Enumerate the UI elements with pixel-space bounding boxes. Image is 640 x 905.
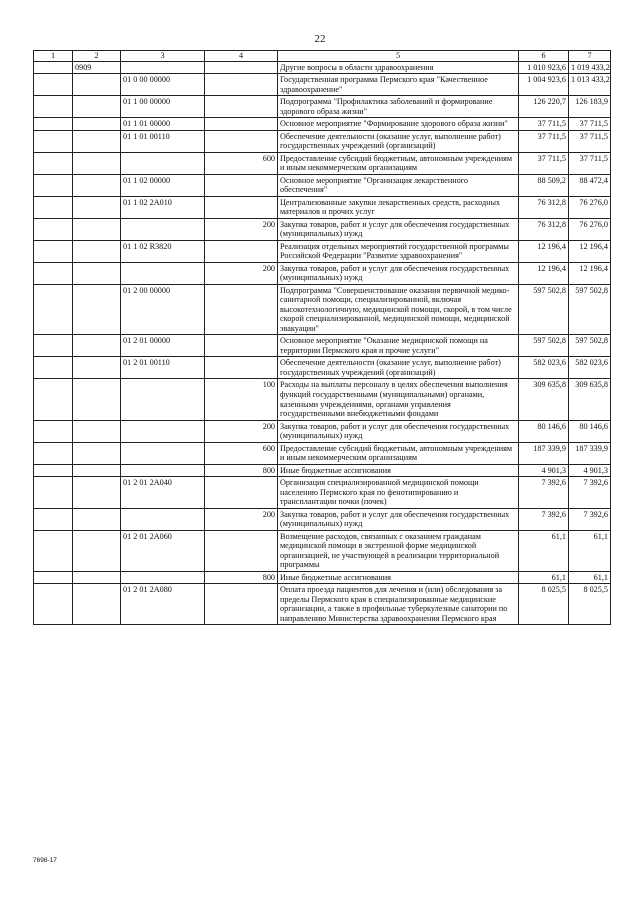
target-article-cell (121, 262, 205, 284)
amount-cell-7: 37 711,5 (569, 118, 611, 131)
section-cell (73, 477, 121, 509)
blank-cell (34, 357, 73, 379)
blank-cell (34, 61, 73, 74)
table-row (34, 508, 611, 530)
amount-cell-6: 12 196,4 (519, 262, 569, 284)
amount-cell-6: 7 392,6 (519, 477, 569, 509)
target-article-cell (121, 442, 205, 464)
item-name-cell: Иные бюджетные ассигнования (278, 571, 519, 584)
amount-cell-6: 12 196,4 (519, 240, 569, 262)
table-row (34, 464, 611, 477)
amount-cell-7: 597 502,8 (569, 284, 611, 335)
item-name-cell: Расходы на выплаты персоналу в целях обеспечения выполнения функций государственными (муниципальными) органами, казенными учреждениями, органами управления государственными внебюджетными фондами (278, 379, 519, 420)
section-cell (73, 152, 121, 174)
item-name-cell: Основное мероприятие "Оказание медицинской помощи на территории Пермского края и прочие услуги" (278, 335, 519, 357)
amount-cell-7: 7 392,6 (569, 477, 611, 509)
expense-type-cell (205, 96, 278, 118)
expense-type-cell: 100 (205, 379, 278, 420)
blank-cell (34, 284, 73, 335)
item-name-cell: Обеспечение деятельности (оказание услуг, выполнение работ) государственных учреждений (организаций) (278, 357, 519, 379)
section-cell (73, 262, 121, 284)
target-article-cell: 01 2 01 00000 (121, 335, 205, 357)
target-article-cell: 01 1 02 00000 (121, 174, 205, 196)
item-name-cell: Иные бюджетные ассигнования (278, 464, 519, 477)
target-article-cell (121, 379, 205, 420)
target-article-cell (121, 571, 205, 584)
blank-cell (34, 218, 73, 240)
expense-type-cell (205, 240, 278, 262)
amount-cell-7: 80 146,6 (569, 420, 611, 442)
section-cell (73, 442, 121, 464)
section-cell (73, 584, 121, 625)
amount-cell-6: 4 901,3 (519, 464, 569, 477)
amount-cell-7: 8 025,5 (569, 584, 611, 625)
column-header: 5 (278, 51, 519, 62)
table-row (34, 335, 611, 357)
section-cell (73, 284, 121, 335)
expense-type-cell: 800 (205, 464, 278, 477)
section-cell (73, 174, 121, 196)
section-cell (73, 74, 121, 96)
column-header: 4 (205, 51, 278, 62)
expense-type-cell (205, 61, 278, 74)
item-name-cell: Другие вопросы в области здравоохранения (278, 61, 519, 74)
expense-type-cell (205, 284, 278, 335)
target-article-cell (121, 420, 205, 442)
item-name-cell: Основное мероприятие "Организация лекарственного обеспечения" (278, 174, 519, 196)
item-name-cell: Закупка товаров, работ и услуг для обеспечения государственных (муниципальных) нужд (278, 262, 519, 284)
amount-cell-7: 7 392,6 (569, 508, 611, 530)
target-article-cell: 01 1 01 00000 (121, 118, 205, 131)
section-cell (73, 357, 121, 379)
blank-cell (34, 130, 73, 152)
blank-cell (34, 571, 73, 584)
table-row (34, 420, 611, 442)
target-article-cell (121, 218, 205, 240)
amount-cell-7: 582 023,6 (569, 357, 611, 379)
target-article-cell: 01 2 01 2А040 (121, 477, 205, 509)
expense-type-cell: 600 (205, 152, 278, 174)
expense-type-cell (205, 357, 278, 379)
expense-type-cell (205, 196, 278, 218)
table-row (34, 584, 611, 625)
blank-cell (34, 508, 73, 530)
table-row (34, 530, 611, 571)
expense-type-cell (205, 174, 278, 196)
amount-cell-7: 61,1 (569, 530, 611, 571)
amount-cell-6: 80 146,6 (519, 420, 569, 442)
section-cell (73, 420, 121, 442)
amount-cell-7: 88 472,4 (569, 174, 611, 196)
target-article-cell: 01 0 00 00000 (121, 74, 205, 96)
blank-cell (34, 530, 73, 571)
table-row (34, 571, 611, 584)
column-header: 6 (519, 51, 569, 62)
amount-cell-6: 582 023,6 (519, 357, 569, 379)
amount-cell-6: 597 502,8 (519, 335, 569, 357)
target-article-cell: 01 2 01 2А080 (121, 584, 205, 625)
target-article-cell: 01 1 02 2А010 (121, 196, 205, 218)
column-header: 1 (34, 51, 73, 62)
blank-cell (34, 335, 73, 357)
amount-cell-7: 12 196,4 (569, 262, 611, 284)
table-row (34, 118, 611, 131)
amount-cell-7: 12 196,4 (569, 240, 611, 262)
target-article-cell: 01 2 01 00110 (121, 357, 205, 379)
blank-cell (34, 118, 73, 131)
expense-type-cell (205, 584, 278, 625)
amount-cell-6: 88 509,2 (519, 174, 569, 196)
amount-cell-6: 61,1 (519, 571, 569, 584)
expense-type-cell: 200 (205, 262, 278, 284)
blank-cell (34, 442, 73, 464)
table-row (34, 262, 611, 284)
blank-cell (34, 96, 73, 118)
amount-cell-7: 76 276,0 (569, 196, 611, 218)
section-cell (73, 379, 121, 420)
target-article-cell: 01 1 02 R3820 (121, 240, 205, 262)
amount-cell-6: 76 312,8 (519, 196, 569, 218)
expense-type-cell: 200 (205, 420, 278, 442)
table-row (34, 130, 611, 152)
table-row (34, 61, 611, 74)
item-name-cell: Предоставление субсидий бюджетным, автономным учреждениям и иным некоммерческим организациям (278, 442, 519, 464)
amount-cell-6: 76 312,8 (519, 218, 569, 240)
item-name-cell: Централизованные закупки лекарственных средств, расходных материалов и прочих услуг (278, 196, 519, 218)
expense-type-cell (205, 74, 278, 96)
item-name-cell: Возмещение расходов, связанных с оказанием гражданам медицинской помощи в экстренной форме медицинской организацией, не участвующей в реализации территориальной программы (278, 530, 519, 571)
amount-cell-7: 1 019 433,2 (569, 61, 611, 74)
blank-cell (34, 152, 73, 174)
item-name-cell: Организация специализированной медицинской помощи населению Пермского края по фенотипированию и трансплантации почки (почек) (278, 477, 519, 509)
blank-cell (34, 420, 73, 442)
expense-type-cell (205, 130, 278, 152)
section-cell (73, 130, 121, 152)
expense-type-cell: 600 (205, 442, 278, 464)
section-cell (73, 571, 121, 584)
target-article-cell: 01 1 00 00000 (121, 96, 205, 118)
amount-cell-6: 7 392,6 (519, 508, 569, 530)
expense-type-cell (205, 477, 278, 509)
section-cell (73, 335, 121, 357)
amount-cell-7: 37 711,5 (569, 152, 611, 174)
amount-cell-7: 309 635,8 (569, 379, 611, 420)
amount-cell-6: 37 711,5 (519, 118, 569, 131)
amount-cell-7: 1 013 433,2 (569, 74, 611, 96)
amount-cell-7: 4 901,3 (569, 464, 611, 477)
footer-code: 7698-17 (33, 857, 57, 864)
table-row (34, 477, 611, 509)
expense-type-cell (205, 118, 278, 131)
item-name-cell: Реализация отдельных мероприятий государственной программы Российской Федерации "Развитие здравоохранения" (278, 240, 519, 262)
amount-cell-6: 126 220,7 (519, 96, 569, 118)
item-name-cell: Государственная программа Пермского края "Качественное здравоохранение" (278, 74, 519, 96)
amount-cell-7: 61,1 (569, 571, 611, 584)
amount-cell-6: 309 635,8 (519, 379, 569, 420)
table-row (34, 357, 611, 379)
target-article-cell (121, 152, 205, 174)
table-row (34, 96, 611, 118)
expense-type-cell: 800 (205, 571, 278, 584)
section-cell (73, 240, 121, 262)
expense-type-cell (205, 530, 278, 571)
amount-cell-6: 37 711,5 (519, 152, 569, 174)
blank-cell (34, 477, 73, 509)
amount-cell-6: 1 010 923,6 (519, 61, 569, 74)
table-row (34, 218, 611, 240)
target-article-cell: 01 2 01 2А060 (121, 530, 205, 571)
amount-cell-6: 187 339,9 (519, 442, 569, 464)
expense-type-cell: 200 (205, 218, 278, 240)
blank-cell (34, 74, 73, 96)
amount-cell-7: 37 711,5 (569, 130, 611, 152)
amount-cell-6: 1 004 923,6 (519, 74, 569, 96)
table-row (34, 74, 611, 96)
blank-cell (34, 464, 73, 477)
item-name-cell: Обеспечение деятельности (оказание услуг, выполнение работ) государственных учреждений (организаций) (278, 130, 519, 152)
blank-cell (34, 240, 73, 262)
blank-cell (34, 196, 73, 218)
column-header: 3 (121, 51, 205, 62)
column-number-row (34, 51, 611, 62)
item-name-cell: Предоставление субсидий бюджетным, автономным учреждениям и иным некоммерческим организациям (278, 152, 519, 174)
amount-cell-7: 597 502,8 (569, 335, 611, 357)
table-row (34, 284, 611, 335)
item-name-cell: Подпрограмма "Профилактика заболеваний и формирование здорового образа жизни" (278, 96, 519, 118)
column-header: 7 (569, 51, 611, 62)
amount-cell-6: 597 502,8 (519, 284, 569, 335)
table-row (34, 196, 611, 218)
blank-cell (34, 584, 73, 625)
amount-cell-6: 61,1 (519, 530, 569, 571)
section-cell (73, 508, 121, 530)
item-name-cell: Подпрограмма "Совершенствование оказания первичной медико-санитарной помощи, специализированной, включая высокотехнологичную, медицинской помощи, скорой, в том числе скорой специализированной, медицинской помощи, медицинской эвакуации" (278, 284, 519, 335)
section-cell (73, 118, 121, 131)
item-name-cell: Закупка товаров, работ и услуг для обеспечения государственных (муниципальных) нужд (278, 508, 519, 530)
amount-cell-7: 187 339,9 (569, 442, 611, 464)
item-name-cell: Закупка товаров, работ и услуг для обеспечения государственных (муниципальных) нужд (278, 420, 519, 442)
section-cell (73, 530, 121, 571)
section-cell (73, 96, 121, 118)
target-article-cell (121, 61, 205, 74)
amount-cell-7: 126 183,9 (569, 96, 611, 118)
blank-cell (34, 379, 73, 420)
target-article-cell (121, 508, 205, 530)
item-name-cell: Закупка товаров, работ и услуг для обеспечения государственных (муниципальных) нужд (278, 218, 519, 240)
section-cell: 0909 (73, 61, 121, 74)
blank-cell (34, 262, 73, 284)
target-article-cell (121, 464, 205, 477)
amount-cell-7: 76 276,0 (569, 218, 611, 240)
page-number: 22 (314, 33, 326, 45)
amount-cell-6: 8 025,5 (519, 584, 569, 625)
target-article-cell: 01 1 01 00110 (121, 130, 205, 152)
table-row (34, 174, 611, 196)
expense-type-cell: 200 (205, 508, 278, 530)
target-article-cell: 01 2 00 00000 (121, 284, 205, 335)
amount-cell-6: 37 711,5 (519, 130, 569, 152)
table-row (34, 379, 611, 420)
blank-cell (34, 174, 73, 196)
table-row (34, 152, 611, 174)
section-cell (73, 196, 121, 218)
budget-table (33, 50, 611, 625)
column-header: 2 (73, 51, 121, 62)
item-name-cell: Оплата проезда пациентов для лечения и (или) обследования за пределы Пермского края в специализированные медицинские организации, а также в профильные туберкулезные санатории по направлению Министерства здравоохранения Пермского края (278, 584, 519, 625)
expense-type-cell (205, 335, 278, 357)
table-body (34, 61, 611, 625)
section-cell (73, 218, 121, 240)
item-name-cell: Основное мероприятие "Формирование здорового образа жизни" (278, 118, 519, 131)
table-row (34, 442, 611, 464)
section-cell (73, 464, 121, 477)
table-row (34, 240, 611, 262)
